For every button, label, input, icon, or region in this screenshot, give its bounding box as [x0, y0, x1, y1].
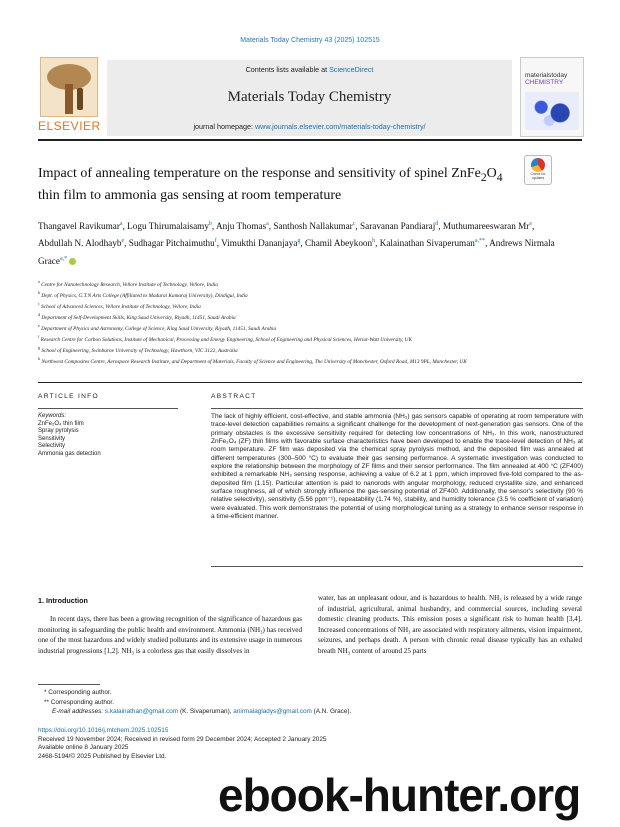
introduction-heading: 1. Introduction [38, 596, 88, 605]
author-name[interactable]: Thangavel Ravikumar [38, 221, 120, 232]
section-divider [38, 382, 582, 383]
contents-line [107, 65, 512, 74]
author-affiliation-marker[interactable]: e [121, 238, 125, 245]
author-name[interactable]: Santhosh Nallakumar [273, 221, 353, 232]
contents-prefix: Contents lists available at [245, 65, 330, 74]
available-online-date: Available online 8 January 2025 [38, 744, 129, 752]
author-affiliation-marker[interactable]: b [208, 221, 212, 227]
affiliation-text: Centre for Nanotechnology Research, Vellore Institute of Technology, Vellore, India [41, 281, 218, 288]
introduction-paragraph-left: In recent days, there has been a growing recognition of the significance of hazardous gas monitoring in safeguarding the public health and environment. Ammonia (NH₃) has received one of the most hazardous and widely studied pollutants and its extensive usage in numerous industrial progressions [1,2]. NH₃ is a colorless gas that easily dissolves in [38, 615, 302, 655]
author-name[interactable]: Kalainathan Sivaperuman [379, 238, 475, 249]
affiliation-marker: d [38, 312, 40, 318]
footnotes [38, 688, 578, 717]
affiliation-marker: h [38, 356, 40, 362]
keywords-block [38, 413, 188, 459]
keyword-item: Sensitivity [38, 435, 66, 442]
email-owner: (K. Sivaperuman), [178, 708, 234, 716]
affiliation-marker: a [38, 279, 40, 284]
keyword-item: Spray pyrolysis [38, 428, 79, 435]
author-name[interactable]: Anju Thomas [216, 221, 267, 232]
email-line [38, 707, 578, 717]
check-updates-line: updates [531, 176, 545, 180]
affiliation-list [38, 278, 590, 367]
affiliation-text: School of Advanced Sciences, Vellore Institute of Technology, Vellore, India [41, 303, 201, 310]
journal-cover-image[interactable] [520, 57, 584, 137]
abstract-heading: ABSTRACT [211, 393, 257, 400]
cover-line-1: materials [525, 72, 552, 79]
affiliation-marker: e [38, 323, 40, 329]
affiliation-item [38, 278, 590, 289]
author-name[interactable]: Andrews Nirmala Grace [38, 238, 555, 266]
keyword-item: ZnFe₂O₄ thin film [38, 420, 84, 427]
author-affiliation-marker[interactable]: a [266, 221, 269, 227]
email-link[interactable]: anirmalagladys@gmail.com [233, 708, 312, 716]
author-affiliation-marker[interactable]: h [372, 238, 376, 245]
orcid-icon[interactable] [69, 258, 76, 265]
watermark: ebook-hunter.org [218, 769, 581, 821]
homepage-line [107, 122, 512, 131]
author-affiliation-marker[interactable]: a,* [59, 255, 68, 262]
article-info-divider [38, 408, 178, 409]
author-affiliation-marker[interactable]: e [529, 221, 533, 227]
author-name[interactable]: Logu Thirumalaisamy [127, 221, 209, 232]
journal-homepage-link[interactable]: www.journals.elsevier.com/materials-today-chemistry/ [254, 122, 426, 131]
email-link[interactable]: s.kalainathan@gmail.com [104, 708, 179, 716]
affiliation-text: School of Engineering, Swinburne University of Technology, Hawthorn, VIC 3122, Australia [41, 348, 238, 355]
check-for-updates-button[interactable] [524, 155, 552, 185]
affiliation-text: Northwest Composites Centre, Aerospace Research Institute, and Department of Materials, Faculty of Science and Engineering, The University of Manchester, Oxford Road, M13 9PL, Manchester, UK [41, 359, 467, 366]
footnote-divider [38, 684, 100, 685]
email-label: E-mail addresses: [52, 708, 105, 716]
affiliation-item [38, 289, 590, 300]
header-divider [38, 139, 582, 141]
author-affiliation-marker[interactable]: a [119, 221, 123, 227]
affiliation-item [38, 333, 590, 344]
crossmark-icon [531, 158, 545, 172]
author-affiliation-marker[interactable]: d [435, 221, 439, 227]
cover-line-2: today [551, 72, 568, 79]
author-name[interactable]: Abdullah N. Alodhayb [38, 238, 122, 249]
journal-citation-link[interactable]: Materials Today Chemistry 43 (2025) 102515 [240, 37, 380, 44]
affiliation-item [38, 344, 590, 355]
keyword-item: Selectivity [38, 443, 66, 450]
affiliation-marker: c [38, 301, 40, 307]
affiliation-item [38, 322, 590, 333]
check-updates-label [525, 172, 551, 180]
keywords-label: Keywords: [38, 413, 67, 419]
affiliation-text: Dept. of Physics, G.T.N Arts College (Affiliated to Madurai Kamaraj University), Dindigul, India [41, 292, 248, 299]
corresponding-author-note: * Corresponding author. [44, 689, 112, 696]
affiliation-item [38, 311, 590, 322]
affiliation-marker: b [38, 290, 40, 296]
cover-title [525, 72, 567, 86]
affiliation-marker: f [38, 334, 40, 340]
author-list: Thangavel Ravikumar$^a$, Logu Thirumalaisamy$^b$, Anju Thomas$^a$, Santhosh Nallakumar$^c$, Saravanan Pandiaraj$^d$, Muthumareeswaran Mr$^e$, Abdullah N. Alodhayb$^e$, Sudhagar Pitchaimuthu$^f$, Vimukthi Dananjaya$^g$, Chamil Abeykoon$^h$, Kalainathan Sivaperuman$^{a,**}$, Andrews Nirmala Grace$^{a,*}$ [38, 221, 555, 266]
abstract-end-divider [211, 566, 583, 567]
affiliation-text: Department of Self-Development Skills, King Saud University, Riyadh, 11451, Saudi Arabia [41, 314, 236, 321]
keyword-item: Ammonia gas detection [38, 450, 101, 457]
elsevier-logo[interactable] [38, 57, 100, 135]
article-info-heading: ARTICLE INFO [38, 393, 99, 400]
affiliation-text: Department of Physics and Astronomy, College of Science, King Saud University, Riyadh, 11451, Saudi Arabia [41, 326, 277, 333]
elsevier-wordmark: ELSEVIER [38, 119, 101, 133]
corresponding-author-note: ** Corresponding author. [44, 698, 114, 706]
cover-artwork [525, 92, 579, 130]
affiliation-text: Research Centre for Carbon Solutions, Institute of Mechanical, Processing and Energy Engineering, School of Engineering and Physical Sciences, Heriot-Watt University, UK [40, 337, 413, 344]
elsevier-tree-icon [40, 57, 98, 117]
cover-line-3: CHEMISTRY [525, 79, 564, 86]
publication-info [38, 727, 578, 761]
abstract-divider [211, 408, 583, 409]
abstract-text: The lack of highly efficient, cost-effective, and stable ammonia (NH₃) gas sensors capable of operating at room temperature with trace-level detection capabilities remains a significant challenge for the development of next-generation gas sensors. One of the primary obstacles is the excessive sensitivity required for detecting low concentrations of NH₃. In this work, nanostructured ZnFe₂O₄ (ZF) thin films with favorable surface characteristics have been developed to enable the trace-level detection of NH₃ at room temperature. ZF film was deposited via the chemical spray pyrolysis method, and the deposited film was annealed at different temperatures (300–500 °C) to evaluate their gas sensing performance. A systematic investigation was conducted to explore the relationship between the morphology of ZF films and their sensor performance. The film annealed at 400 °C (ZF400) exhibited a remarkable NH₃ sensing response, achieving a value of 6.2 at 1 ppm, which improved five-fold compared to the as-deposited film (1.15). Particular attention is paid to nanorods with angular morphology, reduced crystallite size, and enhanced surface roughness, all of which strongly influence the gas-sensing potential of ZF400. Additionally, the sensor's selectivity (90 % relative selectivity), sensitivity (5.56 ppm⁻¹), repeatability (1.74 %), stability, and humidity tolerance (3.5 % coefficient of variation) were evaluated. This work demonstrates the potential of using morphological tuning as a strategy to enhance sensor response in a time-efficient manner. [211, 413, 583, 521]
author-name[interactable]: Muthumareeswaran Mr [442, 221, 530, 232]
affiliation-item [38, 300, 590, 311]
introduction-paragraph-right: water, has an unpleasant odour, and is hazardous to health. NH₃ is released by a wide range of industrial, agricultural, animal husbandry, and commercial sources, including several domestic cleaning products. This emission poses a significant risk to human health [3,4]. Increased concentrations of NH₃ are associated with respiratory ailments, vision impairment, seizures, and perhaps death. A person with chronic renal disease typically has an exhaled breath NH₃ content of around 25 parts [318, 594, 582, 655]
doi-link[interactable]: https://doi.org/10.1016/j.mtchem.2025.102515 [38, 727, 169, 734]
journal-name: Materials Today Chemistry [227, 89, 392, 105]
email-owner: (A.N. Grace). [311, 708, 352, 716]
article-title [38, 165, 508, 205]
author-affiliation-marker[interactable]: a,** [474, 238, 486, 245]
author-name[interactable]: Saravanan Pandiaraj [360, 221, 436, 232]
author-name[interactable]: Vimukthi Dananjaya [221, 238, 298, 249]
sciencedirect-link[interactable]: ScienceDirect [329, 65, 374, 74]
homepage-prefix: journal homepage: [193, 122, 255, 131]
author-name[interactable]: Chamil Abeykoon [305, 238, 373, 249]
author-affiliation-marker[interactable]: f [214, 238, 217, 245]
check-updates-line: Check for [530, 172, 546, 176]
title-text: Impact of annealing temperature on the response and sensitivity of spinel ZnFe [38, 166, 481, 181]
author-affiliation-marker[interactable]: g [297, 238, 301, 245]
title-subscript: 4 [496, 170, 503, 184]
author-affiliation-marker[interactable]: c [352, 221, 356, 227]
copyright-line: 2468-5194/© 2025 Published by Elsevier Ltd. [38, 752, 167, 760]
title-text: thin film to ammonia gas sensing at room temperature [38, 187, 342, 203]
title-text: O [486, 166, 497, 181]
journal-masthead [107, 60, 512, 136]
title-subscript: 2 [480, 170, 487, 184]
author-name[interactable]: Sudhagar Pitchaimuthu [128, 238, 215, 249]
affiliation-marker: g [38, 345, 40, 351]
received-dates: Received 19 November 2024; Received in revised form 29 December 2024; Accepted 2 January 2025 [38, 735, 327, 743]
affiliation-item [38, 355, 590, 366]
